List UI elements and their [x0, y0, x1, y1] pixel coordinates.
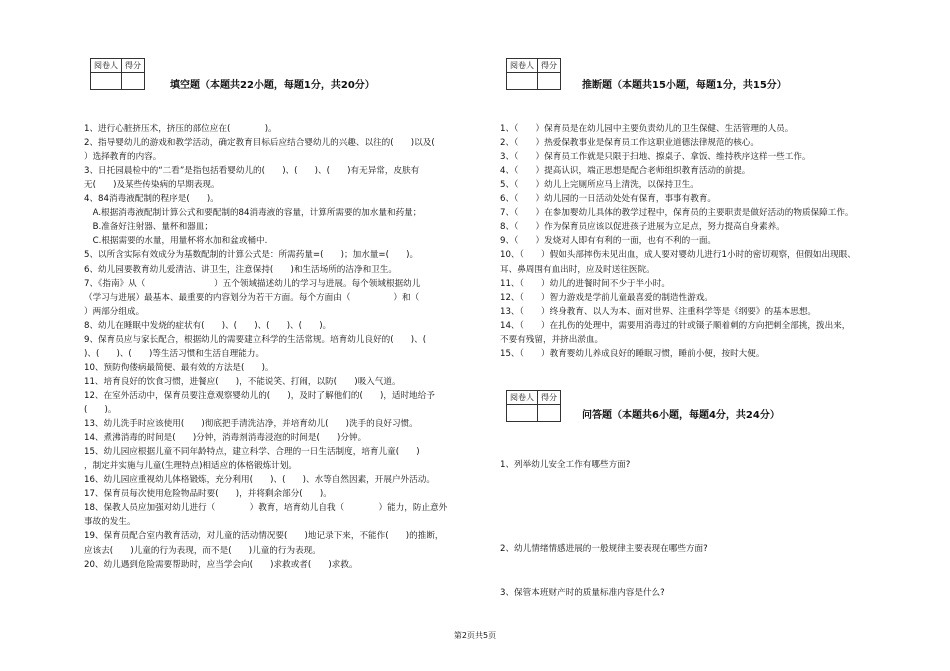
fill-question-line: 18、保教人员应加强对幼儿进行（ ）教育，培育幼儿自我（ ）能力，防止意外 [84, 503, 448, 514]
fill-question-line: 8、幼儿在睡眠中发烧的症状有( )、( )、( )、( )。 [84, 320, 332, 331]
fill-question-line: 11、培育良好的饮食习惯，进餐应( )，不能说笑、打闹，以防( )吸入气道。 [84, 376, 401, 387]
fill-question-line: 事故的发生。 [84, 517, 136, 528]
judge-question-line: 5、（ ）幼儿上完厕所应马上清洗，以保持卫生。 [500, 180, 699, 191]
fill-question-line: 2、指导婴幼儿的游戏和教学活动，确定教育目标后应结合婴幼儿的兴趣、以往的( )以及( [84, 138, 452, 149]
fill-question-line: 10、预防佝偻病最简便、最有效的方法是( )。 [84, 362, 274, 373]
fill-question-line: 3、日托园晨检中的“二看”是指包括看婴幼儿的( )、( )、( )有无异常，皮肤有 [84, 166, 420, 177]
judge-question-line: 9、（ ）发烧对人即有有利的一面，也有不利的一面。 [500, 236, 717, 247]
fill-question-line: 19、保育员配合室内教育活动，对儿童的活动情况要( )地记录下来，不能作( )的推断， [84, 531, 444, 542]
score-table-fill [90, 58, 145, 90]
fill-question-line: 12、在室外活动中，保育员要注意观察婴幼儿的( )，及时了解他们的( )，适时地给予 [84, 390, 435, 401]
fill-question-line: 无( )及某些传染病的早期表现。 [84, 180, 220, 191]
fill-section-title: 填空题（本题共22小题，每题1分，共20分） [170, 80, 375, 91]
judge-question-line: 1、（ ）保育员是在幼儿园中主要负责幼儿的卫生保健、生活管理的人员。 [500, 124, 794, 134]
score-cell[interactable] [122, 73, 145, 90]
judge-question-line: 2、（ ）热爱保教事业是保育员工作这职业道德法律规范的核心。 [500, 138, 759, 149]
judge-question-line: 8、（ ）作为保育员应该以促进孩子进展为立足点，努力提高自身素养。 [500, 222, 785, 233]
fill-question-line: 20、幼儿遇到危险需要帮助时，应当学会向( )求救或者( )求救。 [84, 559, 358, 570]
fill-question-line: 13、幼儿洗手时应该使用( )彻底把手清洗洁净，并培育幼儿( )洗手的良好习惯。 [84, 419, 418, 430]
grader-cell[interactable] [91, 73, 122, 90]
fill-question-line: 15、幼儿园应根据儿童不同年龄特点，建立科学、合理的一日生活制度，培育儿童( ) [84, 447, 420, 458]
fill-question-line: ( )。 [84, 405, 117, 415]
fill-question-line: 14、煮沸消毒的时间是( )分钟，消毒剂消毒浸泡的时间是( )分钟。 [84, 433, 367, 444]
judge-question-line: 7、（ ）在参加婴幼儿具体的教学过程中，保育员的主要职责是做好活动的物质保障工作。 [500, 208, 854, 219]
fill-question-line: )、( )、( )等生活习惯和生活自理能力。 [84, 348, 265, 359]
fill-question-line: 17、保育员每次使用危险物品时要( )，并将剩余部分( )。 [84, 489, 332, 500]
fill-question-line: A.根据消毒液配制计算公式和要配制的84消毒液的容量，计算所需要的加水量和药量； [84, 208, 422, 219]
qa-section-title: 问答题（本题共6小题，每题4分，共24分） [582, 410, 780, 421]
grader-cell[interactable] [507, 73, 538, 90]
fill-question-line: ，制定并实施与儿童(生理特点)相适应的体格锻炼计划。 [84, 461, 297, 472]
grader-cell[interactable] [507, 405, 538, 422]
fill-question-line: ）两部分组成。 [84, 306, 145, 317]
fill-question-line: 5、以所含实际有效成分为基数配制的计算公式是：所需药量=( )；加水量=( )。 [84, 250, 419, 261]
fill-question-line: 7、《指南》从（ ）五个领域描述幼儿的学习与进展。每个领域根据幼儿 [84, 278, 421, 289]
judge-question-line: 13、（ ）终身教育、以人为本、面对世界、注重科学等是《纲要》的基本思想。 [500, 306, 817, 317]
fill-question-line: 应该去( )儿童的行为表现，而不是( )儿童的行为表现。 [84, 545, 321, 556]
fill-question-line: 16、幼儿园应重视幼儿体格锻炼，充分利用( )、( )、水等自然因素，开展户外活动。 [84, 475, 435, 486]
fill-question-line: B.准备好注射器、量杯和器皿； [84, 222, 213, 233]
judge-section-title: 推断题（本题共15小题，每题1分，共15分） [582, 80, 787, 91]
score-table-qa [506, 390, 561, 422]
grader-header: 阅卷人 [91, 59, 122, 73]
score-cell[interactable] [538, 73, 561, 90]
grader-header: 阅卷人 [507, 391, 538, 405]
grader-header: 阅卷人 [507, 59, 538, 73]
judge-question-line: 不要有残留，并挤出淤血。 [500, 334, 604, 345]
judge-question-line: 4、（ ）提高认识，端正思想是配合老师组织教育活动的前提。 [500, 166, 751, 177]
fill-question-line: 9、保育员应与家长配合，根据幼儿的需要建立科学的生活常规。培育幼儿良好的( )、( [84, 334, 444, 345]
qa-question-1: 1、列举幼儿安全工作有哪些方面? [500, 460, 631, 470]
judge-question-line: 14、（ ）在扎伤的处理中，需要用消毒过的针或镊子顺着刺的方向把刺全部挑，拨出来， [500, 320, 851, 331]
judge-question-line: 12、（ ）智力游戏是学前儿童最喜爱的制造性游戏。 [500, 292, 713, 303]
judge-question-line: 11、（ ）幼儿的进餐时间不少于半小时。 [500, 278, 670, 289]
fill-question-line: 1、进行心脏挤压术，挤压的部位应在( )。 [84, 124, 277, 134]
fill-question-line: 6、幼儿园要教育幼儿爱清洁、讲卫生，注意保持( )和生活场所的洁净和卫生。 [84, 264, 397, 275]
judge-question-line: 10、（ ）假如头部摔伤未见出血，成人要对婴幼儿进行1小时的密切观察，但假如出现眼、 [500, 250, 856, 261]
score-table-judge [506, 58, 561, 90]
judge-question-line: 耳、鼻周围有血出时，应及时送往医院。 [500, 264, 655, 275]
score-cell[interactable] [538, 405, 561, 422]
fill-question-line: （学习与进展）最基本、最重要的内容划分为若干方面。每个方面由（ ）和（ [84, 292, 437, 303]
score-header: 得分 [538, 391, 561, 405]
judge-question-line: 15、（ ）教育婴幼儿养成良好的睡眠习惯，睡前小便，按时大便。 [500, 348, 765, 359]
score-header: 得分 [122, 59, 145, 73]
fill-question-line: ）选择教育的内容。 [84, 152, 162, 163]
qa-question-3: 3、保管本班财产时的质量标准内容是什么? [500, 588, 665, 598]
fill-question-line: 4、84消毒液配制的程序是( )。 [84, 194, 219, 205]
judge-question-line: 3、（ ）保育员工作就是只限于扫地、擦桌子、拿饭、维持秩序这样一些工作。 [500, 152, 811, 163]
qa-question-2: 2、幼儿情绪情感进展的一般规律主要表现在哪些方面? [500, 544, 708, 554]
fill-question-line: C.根据需要的水量，用量杯将水加和盆或桶中. [84, 236, 268, 247]
score-header: 得分 [538, 59, 561, 73]
judge-question-line: 6、（ ）幼儿园的一日活动处处有保育，事事有教育。 [500, 194, 717, 205]
page-footer: 第2页共5页 [453, 631, 497, 640]
